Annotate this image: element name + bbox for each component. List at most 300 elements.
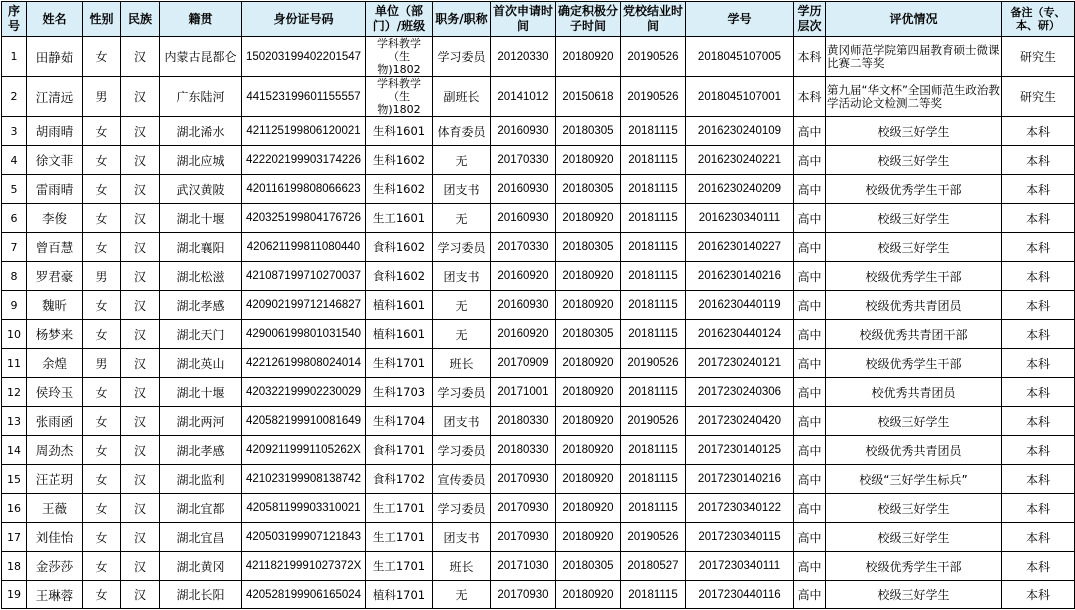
cell-activist-date: 20180920: [556, 262, 621, 291]
cell-ethnicity: 汉: [121, 523, 160, 552]
cell-apply-date: 20170930: [491, 494, 556, 523]
table-row: [2, 77, 1075, 117]
cell-awards: 校级“三好学生标兵”: [826, 465, 1002, 494]
cell-name: 王薇: [27, 494, 83, 523]
table-body: [2, 37, 1075, 609]
cell-ethnicity: 汉: [121, 117, 160, 146]
cell-role: 团支书: [433, 262, 491, 291]
cell-id-number: 420503199907121843: [242, 523, 366, 552]
cell-unit-class: 生工1701: [366, 523, 433, 552]
cell-name: 王琳蓉: [27, 581, 83, 609]
cell-activist-date: 20180305: [556, 233, 621, 262]
cell-party-school-date: 20181115: [621, 204, 686, 233]
student-roster-table: [1, 1, 1075, 609]
header-ethnicity: 民族: [121, 2, 160, 37]
cell-name: 田静茹: [27, 37, 83, 77]
cell-role: 学习委员: [433, 37, 491, 77]
cell-id-number: 420902199712146827: [242, 291, 366, 320]
table-row: [2, 320, 1075, 349]
cell-education: 本科: [794, 37, 826, 77]
cell-gender: 女: [83, 233, 121, 262]
cell-role: 学习委员: [433, 436, 491, 465]
cell-education: 高中: [794, 581, 826, 609]
table-row: [2, 552, 1075, 581]
cell-awards: 校级优秀学生干部: [826, 175, 1002, 204]
cell-student-id: 2016230240221: [686, 146, 794, 175]
cell-gender: 女: [83, 581, 121, 609]
cell-education: 高中: [794, 291, 826, 320]
cell-role: 无: [433, 146, 491, 175]
cell-apply-date: 20180330: [491, 407, 556, 436]
cell-name: 曾百慧: [27, 233, 83, 262]
cell-activist-date: 20180920: [556, 407, 621, 436]
cell-activist-date: 20180920: [556, 204, 621, 233]
cell-apply-date: 20160930: [491, 117, 556, 146]
cell-education: 高中: [794, 233, 826, 262]
cell-student-id: 2016230440119: [686, 291, 794, 320]
cell-no: 4: [2, 146, 27, 175]
cell-note: 本科: [1002, 349, 1075, 378]
cell-awards: 校级三好学生: [826, 233, 1002, 262]
cell-unit-class: 生工1601: [366, 204, 433, 233]
table-row: [2, 175, 1075, 204]
cell-student-id: 2017230240306: [686, 378, 794, 407]
cell-activist-date: 20180920: [556, 581, 621, 609]
cell-role: 体育委员: [433, 117, 491, 146]
cell-student-id: 2016230140227: [686, 233, 794, 262]
cell-apply-date: 20160920: [491, 262, 556, 291]
cell-awards: 校级优秀学生干部: [826, 349, 1002, 378]
cell-awards: 校级三好学生: [826, 494, 1002, 523]
cell-origin: 湖北长阳: [160, 581, 242, 609]
table-row: [2, 204, 1075, 233]
cell-gender: 女: [83, 436, 121, 465]
cell-name: 杨梦来: [27, 320, 83, 349]
cell-ethnicity: 汉: [121, 204, 160, 233]
cell-no: 19: [2, 581, 27, 609]
cell-party-school-date: 20181115: [621, 117, 686, 146]
cell-education: 高中: [794, 117, 826, 146]
cell-party-school-date: 20181115: [621, 146, 686, 175]
cell-education: 高中: [794, 378, 826, 407]
cell-note: 本科: [1002, 291, 1075, 320]
cell-unit-class: 生工1701: [366, 552, 433, 581]
cell-student-id: 2016230140216: [686, 262, 794, 291]
cell-awards: 校优秀共青团员: [826, 378, 1002, 407]
cell-no: 7: [2, 233, 27, 262]
cell-unit-class: 食科1701: [366, 436, 433, 465]
cell-unit-class: 食科1702: [366, 465, 433, 494]
cell-role: 团支书: [433, 523, 491, 552]
cell-no: 12: [2, 378, 27, 407]
cell-activist-date: 20180305: [556, 320, 621, 349]
table-row: [2, 378, 1075, 407]
header-role: 职务/职称: [433, 2, 491, 37]
cell-awards: 校级优秀学生干部: [826, 262, 1002, 291]
cell-education: 高中: [794, 262, 826, 291]
cell-role: 学习委员: [433, 233, 491, 262]
cell-id-number: 420528199906165024: [242, 581, 366, 609]
cell-awards: 校级优秀共青团干部: [826, 320, 1002, 349]
cell-activist-date: 20180305: [556, 175, 621, 204]
cell-activist-date: 20180920: [556, 291, 621, 320]
cell-party-school-date: 20181115: [621, 494, 686, 523]
cell-party-school-date: 20181115: [621, 436, 686, 465]
cell-education: 高中: [794, 407, 826, 436]
cell-unit-class: 植科1701: [366, 581, 433, 609]
cell-activist-date: 20180920: [556, 37, 621, 77]
header-student-id: 学号: [686, 2, 794, 37]
cell-awards: 校级三好学生: [826, 204, 1002, 233]
cell-activist-date: 20180305: [556, 552, 621, 581]
cell-ethnicity: 汉: [121, 581, 160, 609]
cell-gender: 女: [83, 407, 121, 436]
cell-apply-date: 20171001: [491, 378, 556, 407]
table-row: [2, 349, 1075, 378]
cell-ethnicity: 汉: [121, 349, 160, 378]
header-id-number: 身份证号码: [242, 2, 366, 37]
cell-gender: 男: [83, 77, 121, 117]
cell-education: 高中: [794, 320, 826, 349]
cell-gender: 女: [83, 494, 121, 523]
cell-note: 本科: [1002, 233, 1075, 262]
cell-note: 本科: [1002, 204, 1075, 233]
cell-gender: 女: [83, 146, 121, 175]
cell-apply-date: 20160930: [491, 291, 556, 320]
cell-origin: 湖北监利: [160, 465, 242, 494]
header-gender: 性别: [83, 2, 121, 37]
cell-role: 无: [433, 320, 491, 349]
cell-origin: 湖北天门: [160, 320, 242, 349]
cell-student-id: 2016230240209: [686, 175, 794, 204]
header-party-school-date: 党校结业时间: [621, 2, 686, 37]
cell-no: 16: [2, 494, 27, 523]
cell-name: 侯玲玉: [27, 378, 83, 407]
cell-gender: 女: [83, 523, 121, 552]
table-row: [2, 581, 1075, 609]
cell-note: 本科: [1002, 320, 1075, 349]
cell-education: 高中: [794, 465, 826, 494]
cell-id-number: 421023199908138742: [242, 465, 366, 494]
cell-party-school-date: 20181115: [621, 175, 686, 204]
cell-gender: 女: [83, 37, 121, 77]
cell-origin: 湖北十堰: [160, 378, 242, 407]
cell-id-number: 422126199808024014: [242, 349, 366, 378]
cell-party-school-date: 20181115: [621, 291, 686, 320]
cell-awards: 校级三好学生: [826, 407, 1002, 436]
cell-no: 10: [2, 320, 27, 349]
cell-note: 本科: [1002, 494, 1075, 523]
cell-ethnicity: 汉: [121, 407, 160, 436]
header-note: 备注（专、本、研）: [1002, 2, 1075, 37]
cell-id-number: 420325199804176726: [242, 204, 366, 233]
cell-name: 周劲杰: [27, 436, 83, 465]
header-awards: 评优情况: [826, 2, 1002, 37]
cell-party-school-date: 20190526: [621, 407, 686, 436]
cell-ethnicity: 汉: [121, 320, 160, 349]
cell-student-id: 2018045107001: [686, 77, 794, 117]
header-origin: 籍贯: [160, 2, 242, 37]
cell-awards: 校级优秀共青团员: [826, 436, 1002, 465]
cell-name: 魏昕: [27, 291, 83, 320]
cell-unit-class: 生科1704: [366, 407, 433, 436]
cell-origin: 湖北应城: [160, 146, 242, 175]
cell-origin: 湖北黄冈: [160, 552, 242, 581]
cell-origin: 广东陆河: [160, 77, 242, 117]
cell-no: 11: [2, 349, 27, 378]
cell-id-number: 42118219991027372X: [242, 552, 366, 581]
cell-id-number: 420116199808066623: [242, 175, 366, 204]
cell-activist-date: 20180920: [556, 436, 621, 465]
cell-activist-date: 20180920: [556, 494, 621, 523]
cell-apply-date: 20160930: [491, 175, 556, 204]
cell-awards: 黄冈师范学院第四届教育硕士微课比赛二等奖: [826, 37, 1002, 77]
cell-no: 14: [2, 436, 27, 465]
cell-apply-date: 20160930: [491, 204, 556, 233]
cell-student-id: 2017230340122: [686, 494, 794, 523]
cell-unit-class: 学科教学（生物)1802: [366, 77, 433, 117]
cell-role: 学习委员: [433, 494, 491, 523]
cell-student-id: 2016230440124: [686, 320, 794, 349]
cell-activist-date: 20180920: [556, 465, 621, 494]
table-row: [2, 494, 1075, 523]
cell-apply-date: 20180330: [491, 436, 556, 465]
cell-no: 9: [2, 291, 27, 320]
cell-id-number: 441523199601155557: [242, 77, 366, 117]
cell-role: 副班长: [433, 77, 491, 117]
cell-origin: 湖北浠水: [160, 117, 242, 146]
cell-name: 汪芷玥: [27, 465, 83, 494]
cell-party-school-date: 20180527: [621, 552, 686, 581]
cell-note: 本科: [1002, 117, 1075, 146]
cell-name: 雷雨晴: [27, 175, 83, 204]
cell-name: 余煌: [27, 349, 83, 378]
cell-student-id: 2016230240109: [686, 117, 794, 146]
cell-unit-class: 食科1602: [366, 262, 433, 291]
cell-note: 本科: [1002, 465, 1075, 494]
cell-unit-class: 生科1703: [366, 378, 433, 407]
cell-awards: 校级优秀学生干部: [826, 552, 1002, 581]
cell-education: 高中: [794, 175, 826, 204]
cell-education: 高中: [794, 494, 826, 523]
table-row: [2, 117, 1075, 146]
cell-note: 本科: [1002, 552, 1075, 581]
cell-party-school-date: 20190526: [621, 523, 686, 552]
cell-awards: 校级优秀共青团员: [826, 291, 1002, 320]
cell-party-school-date: 20181115: [621, 465, 686, 494]
cell-apply-date: 20170930: [491, 465, 556, 494]
header-no: 序号: [2, 2, 27, 37]
header-education: 学历层次: [794, 2, 826, 37]
cell-origin: 内蒙古昆都仑: [160, 37, 242, 77]
cell-no: 6: [2, 204, 27, 233]
cell-no: 13: [2, 407, 27, 436]
cell-activist-date: 20150618: [556, 77, 621, 117]
cell-student-id: 2018045107005: [686, 37, 794, 77]
cell-awards: 校级三好学生: [826, 146, 1002, 175]
cell-party-school-date: 20181115: [621, 262, 686, 291]
table-row: [2, 233, 1075, 262]
cell-origin: 湖北孝感: [160, 436, 242, 465]
header-name: 姓名: [27, 2, 83, 37]
cell-ethnicity: 汉: [121, 233, 160, 262]
cell-id-number: 421125199806120021: [242, 117, 366, 146]
cell-party-school-date: 20181115: [621, 233, 686, 262]
cell-note: 本科: [1002, 523, 1075, 552]
cell-activist-date: 20180920: [556, 146, 621, 175]
cell-unit-class: 生科1602: [366, 146, 433, 175]
cell-name: 李俊: [27, 204, 83, 233]
cell-student-id: 2017230340115: [686, 523, 794, 552]
cell-note: 本科: [1002, 175, 1075, 204]
cell-unit-class: 生科1701: [366, 349, 433, 378]
cell-ethnicity: 汉: [121, 146, 160, 175]
cell-no: 8: [2, 262, 27, 291]
cell-education: 高中: [794, 146, 826, 175]
cell-role: 团支书: [433, 175, 491, 204]
cell-role: 班长: [433, 349, 491, 378]
cell-student-id: 2016230340111: [686, 204, 794, 233]
cell-student-id: 2017230440116: [686, 581, 794, 609]
cell-role: 团支书: [433, 407, 491, 436]
header-activist-date: 确定积极分子时间: [556, 2, 621, 37]
cell-education: 高中: [794, 204, 826, 233]
cell-id-number: 420322199902230029: [242, 378, 366, 407]
cell-student-id: 2017230140216: [686, 465, 794, 494]
table-row: [2, 291, 1075, 320]
cell-name: 罗君豪: [27, 262, 83, 291]
cell-name: 胡雨晴: [27, 117, 83, 146]
cell-ethnicity: 汉: [121, 77, 160, 117]
cell-note: 本科: [1002, 146, 1075, 175]
cell-apply-date: 20160920: [491, 320, 556, 349]
cell-unit-class: 植科1601: [366, 291, 433, 320]
cell-gender: 女: [83, 552, 121, 581]
cell-unit-class: 生科1602: [366, 175, 433, 204]
cell-apply-date: 20170909: [491, 349, 556, 378]
cell-ethnicity: 汉: [121, 291, 160, 320]
cell-no: 2: [2, 77, 27, 117]
cell-unit-class: 生科1601: [366, 117, 433, 146]
cell-education: 本科: [794, 77, 826, 117]
cell-note: 本科: [1002, 436, 1075, 465]
cell-id-number: 42092119991105262X: [242, 436, 366, 465]
cell-name: 刘佳怡: [27, 523, 83, 552]
cell-awards: 第九届“华文杯”全国师范生政治教学活动论文检测二等奖: [826, 77, 1002, 117]
cell-gender: 女: [83, 378, 121, 407]
cell-id-number: 421087199710270037: [242, 262, 366, 291]
cell-name: 金莎莎: [27, 552, 83, 581]
table-row: [2, 523, 1075, 552]
cell-id-number: 420582199910081649: [242, 407, 366, 436]
cell-activist-date: 20180920: [556, 523, 621, 552]
cell-activist-date: 20180920: [556, 378, 621, 407]
cell-student-id: 2017230240121: [686, 349, 794, 378]
cell-awards: 校级三好学生: [826, 117, 1002, 146]
header-unit-class: 单位（部门）/班级: [366, 2, 433, 37]
cell-no: 1: [2, 37, 27, 77]
cell-gender: 男: [83, 262, 121, 291]
cell-ethnicity: 汉: [121, 465, 160, 494]
cell-origin: 湖北孝感: [160, 291, 242, 320]
cell-ethnicity: 汉: [121, 494, 160, 523]
cell-party-school-date: 20190526: [621, 77, 686, 117]
cell-education: 高中: [794, 523, 826, 552]
cell-note: 研究生: [1002, 37, 1075, 77]
cell-unit-class: 学科教学（生物)1802: [366, 37, 433, 77]
cell-ethnicity: 汉: [121, 552, 160, 581]
cell-id-number: 422202199903174226: [242, 146, 366, 175]
cell-name: 张雨函: [27, 407, 83, 436]
cell-origin: 湖北襄阳: [160, 233, 242, 262]
cell-no: 3: [2, 117, 27, 146]
table-row: [2, 146, 1075, 175]
cell-role: 学习委员: [433, 378, 491, 407]
cell-student-id: 2017230240420: [686, 407, 794, 436]
cell-ethnicity: 汉: [121, 37, 160, 77]
cell-apply-date: 20170930: [491, 581, 556, 609]
cell-awards: 校级三好学生: [826, 581, 1002, 609]
table-row: [2, 465, 1075, 494]
cell-note: 本科: [1002, 581, 1075, 609]
cell-no: 18: [2, 552, 27, 581]
cell-education: 高中: [794, 436, 826, 465]
cell-party-school-date: 20181115: [621, 320, 686, 349]
cell-gender: 女: [83, 204, 121, 233]
cell-origin: 湖北宜都: [160, 494, 242, 523]
cell-ethnicity: 汉: [121, 436, 160, 465]
header-apply-date: 首次申请时间: [491, 2, 556, 37]
cell-unit-class: 植科1601: [366, 320, 433, 349]
table-header: [2, 2, 1075, 37]
cell-origin: 湖北英山: [160, 349, 242, 378]
cell-origin: 湖北宜昌: [160, 523, 242, 552]
cell-education: 高中: [794, 552, 826, 581]
cell-apply-date: 20170330: [491, 233, 556, 262]
cell-party-school-date: 20181115: [621, 581, 686, 609]
cell-education: 高中: [794, 349, 826, 378]
cell-activist-date: 20180305: [556, 117, 621, 146]
cell-student-id: 2017230340111: [686, 552, 794, 581]
cell-unit-class: 生工1701: [366, 494, 433, 523]
cell-no: 17: [2, 523, 27, 552]
table-row: [2, 436, 1075, 465]
cell-party-school-date: 20190526: [621, 349, 686, 378]
cell-id-number: 150203199402201547: [242, 37, 366, 77]
cell-gender: 男: [83, 349, 121, 378]
cell-origin: 湖北松滋: [160, 262, 242, 291]
cell-gender: 女: [83, 320, 121, 349]
cell-ethnicity: 汉: [121, 378, 160, 407]
cell-awards: 校级三好学生: [826, 523, 1002, 552]
header-row: [2, 2, 1075, 37]
cell-apply-date: 20170330: [491, 146, 556, 175]
cell-student-id: 2017230140125: [686, 436, 794, 465]
cell-ethnicity: 汉: [121, 262, 160, 291]
cell-role: 无: [433, 291, 491, 320]
cell-apply-date: 20171030: [491, 552, 556, 581]
cell-id-number: 420581199903310021: [242, 494, 366, 523]
cell-origin: 湖北两河: [160, 407, 242, 436]
cell-party-school-date: 20181115: [621, 378, 686, 407]
cell-gender: 女: [83, 175, 121, 204]
cell-activist-date: 20180920: [556, 349, 621, 378]
cell-name: 徐文菲: [27, 146, 83, 175]
cell-apply-date: 20170930: [491, 523, 556, 552]
cell-id-number: 420621199811080440: [242, 233, 366, 262]
cell-role: 无: [433, 581, 491, 609]
cell-origin: 武汉黄陂: [160, 175, 242, 204]
